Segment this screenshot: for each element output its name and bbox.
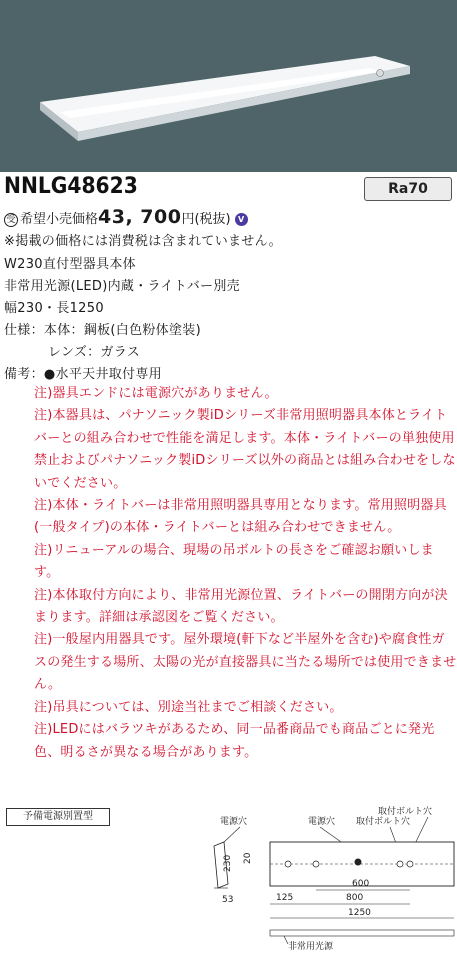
- bolt-hole-label-2: 取付ボルト穴: [356, 817, 411, 827]
- spare-power-label: 予備電源別置型: [6, 808, 110, 826]
- note-item: 注)本器具は、パナソニック製iDシリーズ非常用照明器具本体とライトバーとの組み合わせで性能を満足します。本体・ライトバーの単独使用禁止およびパナソニック製iDシリーズ以外の商品とは組み合わせをしないでください。: [34, 408, 456, 491]
- product-size: 幅230・長1250: [4, 301, 104, 316]
- spec-main: 仕様：本体：鋼板(白色粉体塗装): [4, 323, 201, 338]
- note-item: 注)吊具については、別途当社までご相談ください。: [34, 699, 343, 715]
- note-item: 注)本体取付方向により、非常用光源位置、ライトバーの開閉方向が決まります。詳細は承認図をご覧ください。: [34, 587, 448, 626]
- price-suffix: 円(税抜): [181, 212, 231, 227]
- dim-230-label: 230: [223, 854, 233, 872]
- product-model: NNLG48623: [4, 174, 138, 199]
- order-mark-icon: 受: [4, 213, 18, 227]
- dim-53-label: 53: [222, 895, 234, 905]
- tax-note: ※掲載の価格には消費税は含まれていません。: [4, 234, 282, 249]
- dim-20-label: 20: [243, 852, 253, 864]
- dim-1250-label: 1250: [348, 908, 371, 918]
- price-row: [4, 206, 248, 228]
- note-item: 注)LEDにはバラツキがあるため、同一品番商品でも商品ごとに発光色、明るさが異なる場合があります。: [34, 722, 435, 760]
- note-item: 注)本体・ライトバーは非常用照明器具専用となります。常用照明器具(一般タイプ)の本体・ライトバーとは組み合わせできません。: [34, 498, 447, 536]
- power-hole-label-mid: 電源穴: [308, 817, 336, 827]
- v-badge-icon: V: [235, 213, 248, 226]
- price-prefix: 希望小売価格: [20, 212, 99, 227]
- price-amount: 43, 700: [98, 206, 182, 228]
- remarks: 備考：●水平天井取付専用: [4, 367, 162, 382]
- light-source: 非常用光源(LED)内蔵・ライトバー別売: [4, 279, 240, 294]
- color-rendering-badge: Ra70: [364, 177, 452, 201]
- note-item: 注)一般屋内用器具です。屋外環境(軒下など半屋外を含む)や腐食性ガスの発生する場所、太陽の光が直接器具に当たる場所では使用できません。: [34, 632, 457, 693]
- bolt-hole-label-1: 取付ボルト穴: [378, 807, 433, 817]
- dim-800-label: 800: [346, 893, 364, 903]
- notes-list: [34, 383, 457, 764]
- note-item: 注)リニューアルの場合、現場の吊ボルトの長さをご確認お願いします。: [34, 542, 434, 581]
- note-item: 注)器具エンドには電源穴がありません。: [34, 386, 278, 401]
- dimension-drawing: [200, 804, 457, 958]
- product-photo: [0, 0, 457, 172]
- dim-125-label: 125: [276, 893, 294, 903]
- emergency-light-label: 非常用光源: [288, 942, 334, 952]
- power-hole-label-left: 電源穴: [220, 817, 248, 827]
- dim-600-label: 600: [352, 879, 370, 889]
- product-type: W230直付型器具本体: [4, 257, 136, 272]
- spec-lens: レンズ：ガラス: [48, 345, 140, 360]
